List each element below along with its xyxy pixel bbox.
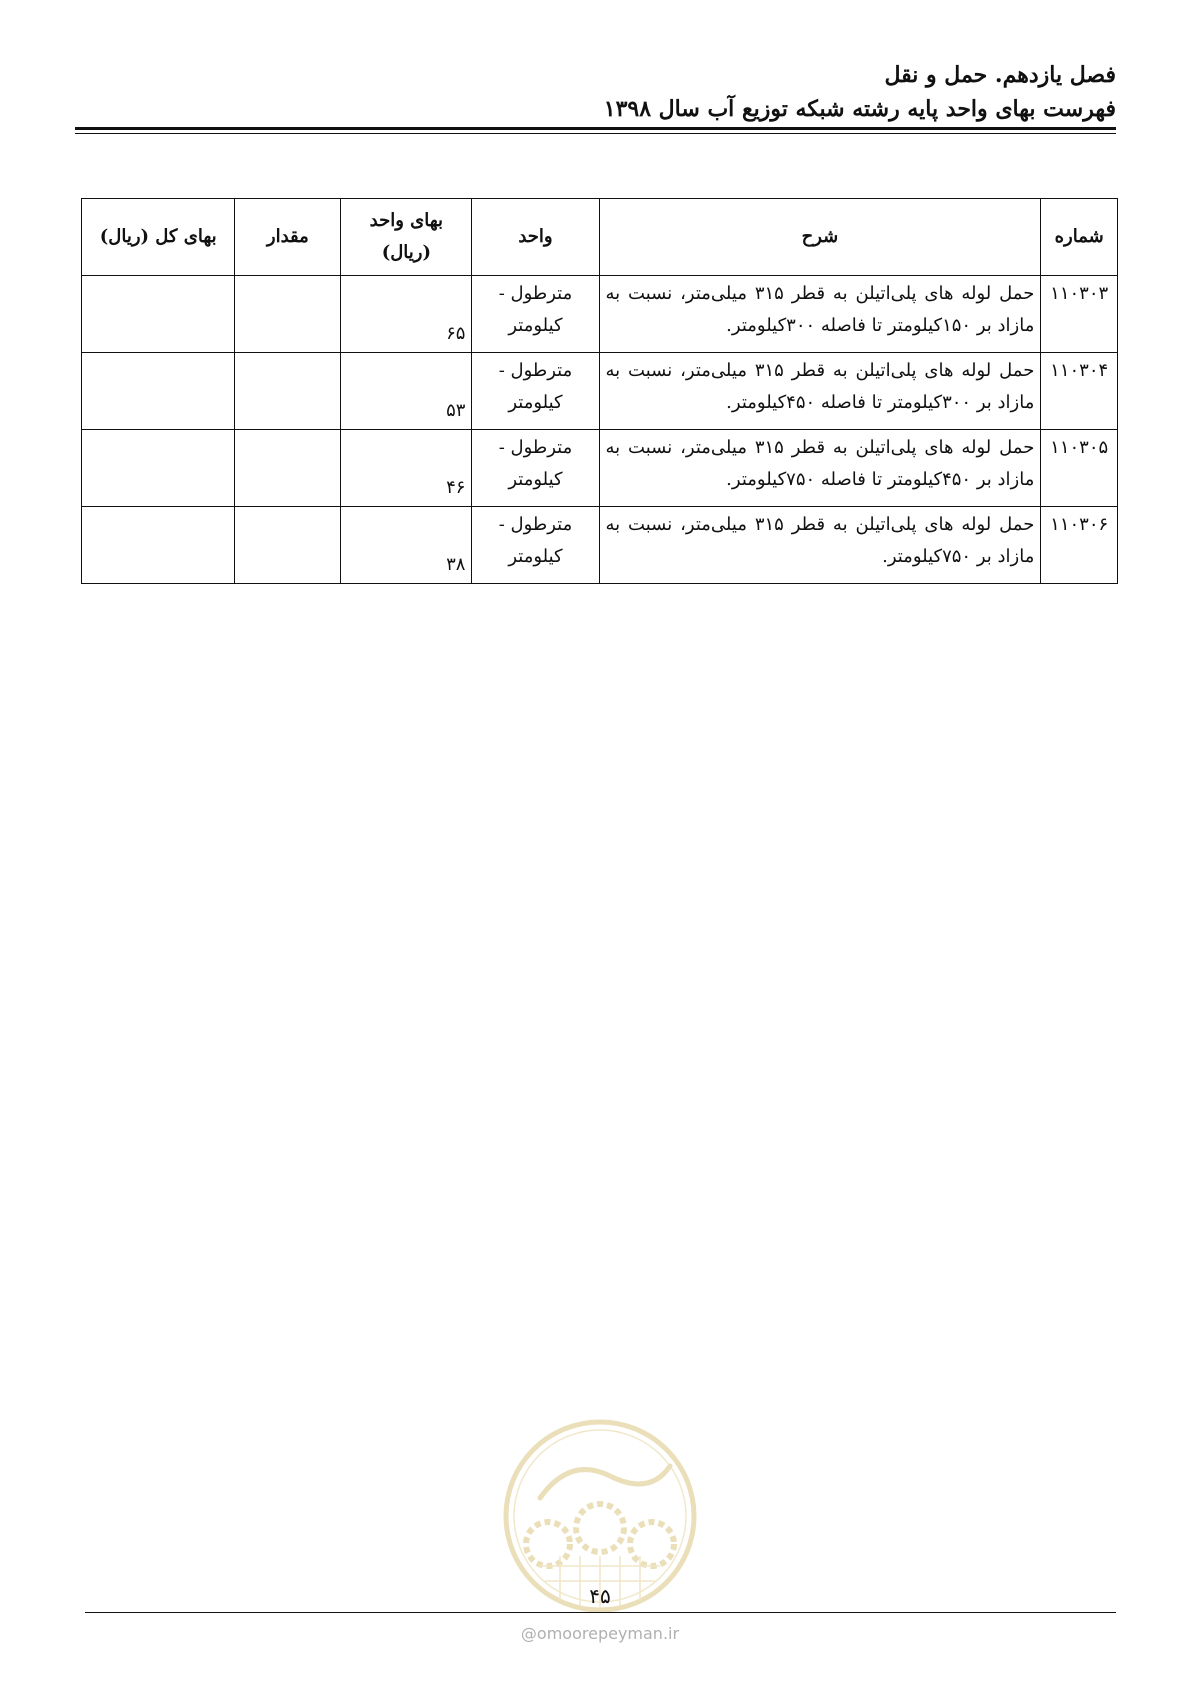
item-code: ۱۱۰۳۰۶: [1041, 507, 1118, 584]
header-unit-price-currency: (ریال): [381, 242, 432, 263]
footer-rule: [85, 1612, 1116, 1613]
item-unit-line2: کیلومتر: [508, 392, 563, 413]
item-unit-price: ۴۶: [341, 430, 472, 507]
item-quantity: [235, 430, 341, 507]
item-description: حمل لوله های پلی‌اتیلن به قطر ۳۱۵ میلی‌متر، نسبت به مازاد بر ۷۵۰کیلومتر.: [599, 507, 1041, 584]
item-unit-line2: کیلومتر: [508, 315, 563, 336]
item-unit: [472, 507, 599, 584]
item-total-price: [82, 507, 235, 584]
item-unit: [472, 430, 599, 507]
header-total-price: بهای کل (ریال): [82, 199, 235, 276]
item-description: حمل لوله های پلی‌اتیلن به قطر ۳۱۵ میلی‌متر، نسبت به مازاد بر ۳۰۰کیلومتر تا فاصله ۴۵۰کیلومتر.: [599, 353, 1041, 430]
item-unit-line1: مترطول -: [498, 283, 573, 304]
header-unit-price-label: بهای واحد: [369, 210, 444, 231]
table-row: [82, 430, 1118, 507]
table-header-row: [82, 199, 1118, 276]
header-description: شرح: [599, 199, 1041, 276]
item-unit-price: ۳۸: [341, 507, 472, 584]
item-quantity: [235, 276, 341, 353]
chapter-title: فصل یازدهم. حمل و نقل: [884, 62, 1116, 88]
watermark-gear-left: [526, 1522, 570, 1566]
header-rule-thin: [75, 133, 1116, 134]
table-row: [82, 276, 1118, 353]
item-total-price: [82, 276, 235, 353]
header-unit-price: [341, 199, 472, 276]
watermark-script-stroke: [540, 1466, 670, 1498]
header-rule-thick: [75, 127, 1116, 130]
item-code: ۱۱۰۳۰۵: [1041, 430, 1118, 507]
watermark-gear-center: [576, 1504, 624, 1552]
watermark-gear-right: [630, 1522, 674, 1566]
item-unit: [472, 353, 599, 430]
table-row: [82, 507, 1118, 584]
item-unit-price: ۶۵: [341, 276, 472, 353]
item-unit-price: ۵۳: [341, 353, 472, 430]
item-code: ۱۱۰۳۰۴: [1041, 353, 1118, 430]
item-quantity: [235, 507, 341, 584]
item-total-price: [82, 353, 235, 430]
item-description: حمل لوله های پلی‌اتیلن به قطر ۳۱۵ میلی‌متر، نسبت به مازاد بر ۴۵۰کیلومتر تا فاصله ۷۵۰کیلومتر.: [599, 430, 1041, 507]
price-list-title: فهرست بهای واحد پایه رشته شبکه توزیع آب سال ۱۳۹۸: [603, 96, 1116, 122]
item-code: ۱۱۰۳۰۳: [1041, 276, 1118, 353]
item-unit: [472, 276, 599, 353]
item-unit-line1: مترطول -: [498, 360, 573, 381]
item-unit-line1: مترطول -: [498, 437, 573, 458]
page-header: [75, 58, 1116, 126]
item-total-price: [82, 430, 235, 507]
page-number: ۴۵: [589, 1584, 611, 1608]
header-unit: واحد: [472, 199, 599, 276]
item-description: حمل لوله های پلی‌اتیلن به قطر ۳۱۵ میلی‌متر، نسبت به مازاد بر ۱۵۰کیلومتر تا فاصله ۳۰۰کیلومتر.: [599, 276, 1041, 353]
item-unit-line2: کیلومتر: [508, 546, 563, 567]
item-unit-line2: کیلومتر: [508, 469, 563, 490]
header-code: شماره: [1041, 199, 1118, 276]
price-table: [81, 198, 1118, 584]
item-unit-line1: مترطول -: [498, 514, 573, 535]
table-row: [82, 353, 1118, 430]
header-quantity: مقدار: [235, 199, 341, 276]
site-watermark-text: @omoorepeyman.ir: [520, 1624, 680, 1643]
item-quantity: [235, 353, 341, 430]
